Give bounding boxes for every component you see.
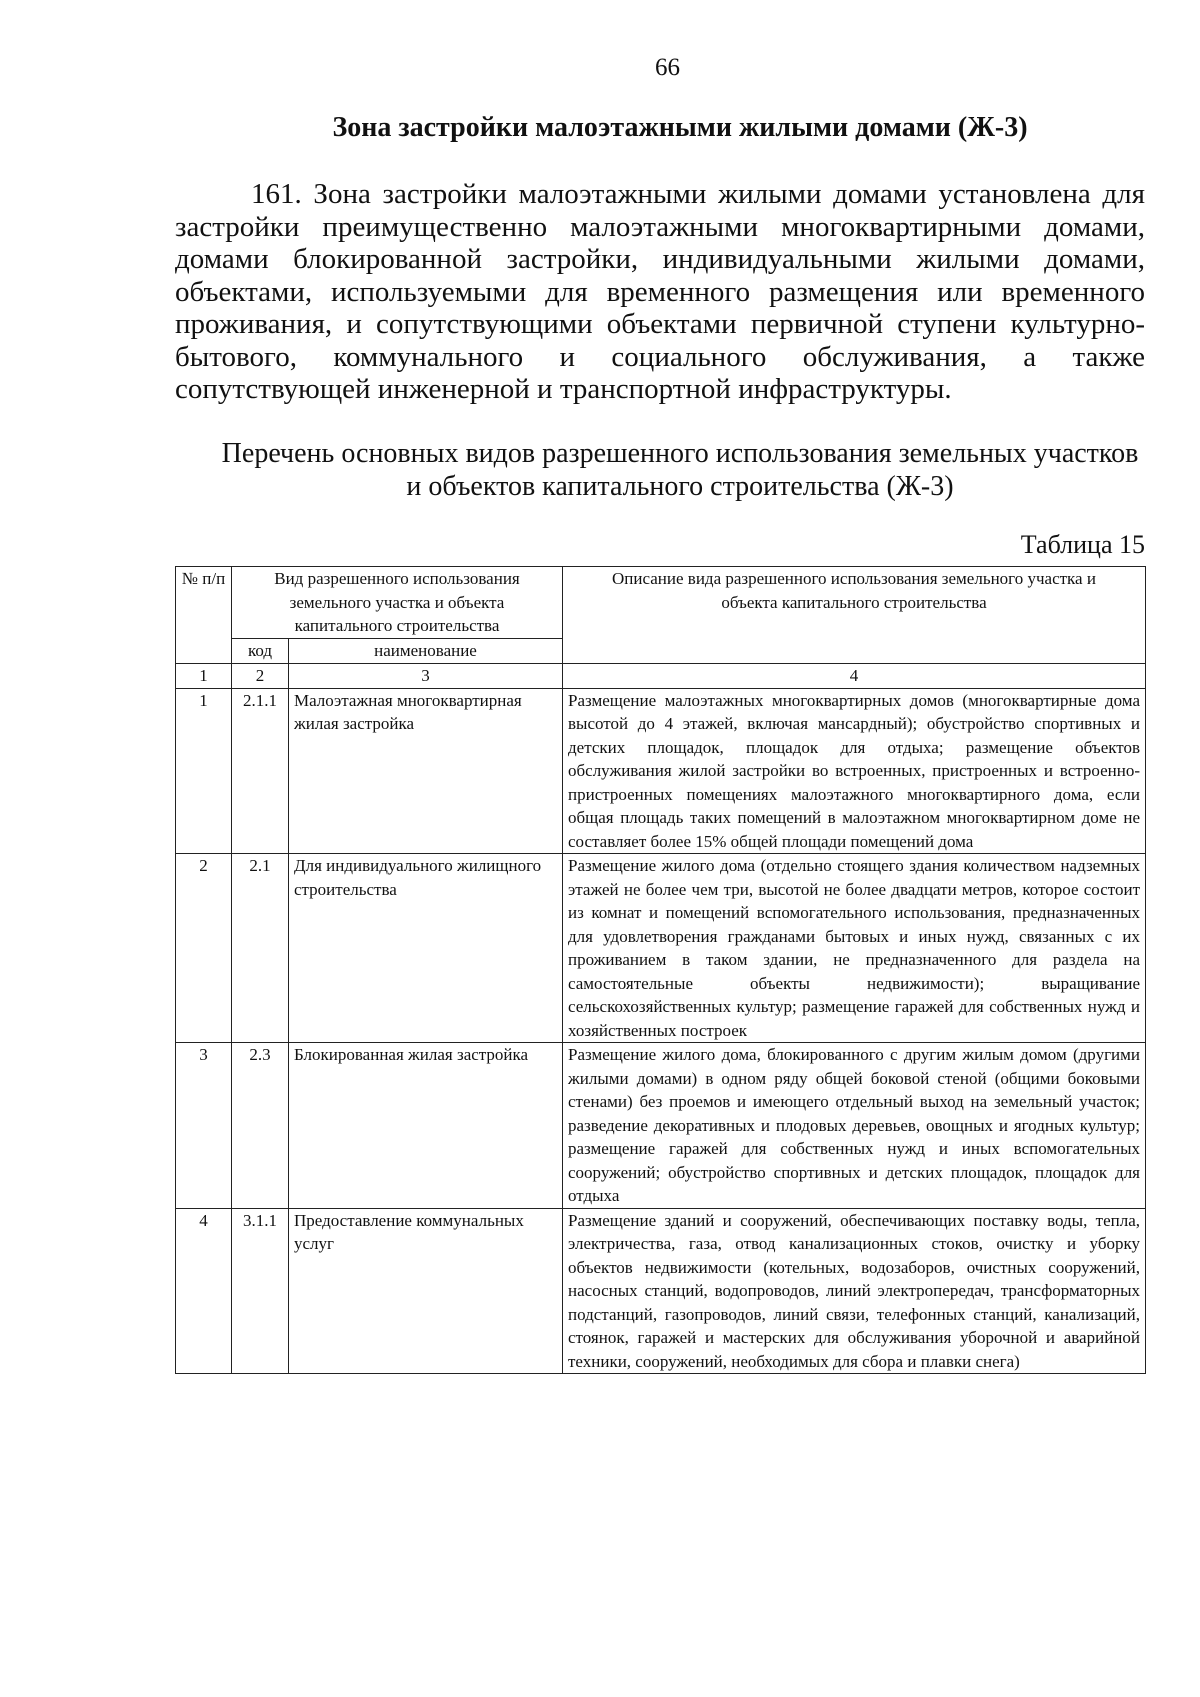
page-number: 66 [655, 54, 680, 81]
table-row [176, 688, 1146, 854]
list-title-line-2: и объектов капитального строительства (Ж-3) [406, 471, 954, 502]
row-code: 2.1 [232, 854, 289, 1043]
column-number: 4 [563, 664, 1146, 689]
row-num: 1 [176, 688, 232, 854]
header-name: наименование [289, 638, 563, 664]
row-description: Размещение жилого дома, блокированного с другим жилым домом (другими жилыми домами) в одном ряду общей боковой стеной (общими боковыми стенами) без проемов и имеющего отдельный выход на земельный участок; разведение декоративных и плодовых деревьев, овощных и ягодных культур; размещение гаражей для собственных нужд и иных вспомогательных сооружений; обустройство спортивных и детских площадок, площадок для отдыха [563, 1043, 1146, 1209]
usage-table [175, 566, 1146, 1374]
table-row [176, 1208, 1146, 1374]
column-number: 3 [289, 664, 563, 689]
row-code: 2.3 [232, 1043, 289, 1209]
column-numbers-row [176, 664, 1146, 689]
row-num: 4 [176, 1208, 232, 1374]
paragraph-161: 161. Зона застройки малоэтажными жилыми домами установлена для застройки преимущественно малоэтажными многоквартирными домами, домами блокированной застройки, индивидуальными жилыми домами, объектами, используемыми для временного размещения или временного проживания, и сопутствующими объектами первичной ступени культурно-бытового, коммунального и социального обслуживания, а также сопутствующей инженерной и транспортной инфраструктуры. [175, 178, 1145, 405]
header-code: код [232, 638, 289, 664]
row-code: 3.1.1 [232, 1208, 289, 1374]
row-num: 3 [176, 1043, 232, 1209]
row-name: Малоэтажная многоквартирная жилая застройка [289, 688, 563, 854]
list-title-line-1: Перечень основных видов разрешенного использования земельных участков [221, 438, 1139, 469]
row-description: Размещение зданий и сооружений, обеспечивающих поставку воды, тепла, электричества, газа, отвод канализационных стоков, очистку и уборку объектов недвижимости (котельных, водозаборов, очистных сооружений, насосных станций, водопроводов, линий электропередач, трансформаторных подстанций, газопроводов, линий связи, телефонных станций, канализаций, стоянок, гаражей и мастерских для обслуживания уборочной и аварийной техники, сооружений, необходимых для сбора и плавки снега) [563, 1208, 1146, 1374]
row-num: 2 [176, 854, 232, 1043]
header-row [176, 567, 1146, 639]
row-description: Размещение малоэтажных многоквартирных домов (многоквартирные дома высотой до 4 этажей, включая мансардный); обустройство спортивных и детских площадок, площадок для отдыха; размещение объектов обслуживания жилой застройки во встроенных, пристроенных и встроенно-пристроенных помещениях малоэтажного многоквартирного дома, если общая площадь таких помещений в малоэтажном многоквартирном доме не составляет более 15% общей площади помещений дома [563, 688, 1146, 854]
column-number: 1 [176, 664, 232, 689]
row-name: Предоставление коммунальных услуг [289, 1208, 563, 1374]
section-title: Зона застройки малоэтажными жилыми домами (Ж-3) [332, 112, 1028, 143]
header-usage-type: Вид разрешенного использования земельного участка и объекта капитального строительства [232, 567, 563, 639]
table-caption: Таблица 15 [1020, 530, 1145, 559]
table-row [176, 854, 1146, 1043]
header-num: № п/п [176, 567, 232, 664]
row-name: Блокированная жилая застройка [289, 1043, 563, 1209]
header-description: Описание вида разрешенного использования земельного участка и объекта капитального строительства [563, 567, 1146, 664]
row-description: Размещение жилого дома (отдельно стоящего здания количеством надземных этажей не более чем три, высотой не более двадцати метров, которое состоит из комнат и помещений вспомогательного использования, предназначенных для удовлетворения гражданами бытовых и иных нужд, связанных с их проживанием в таком здании, не предназначенного для раздела на самостоятельные объекты недвижимости); выращивание сельскохозяйственных культур; размещение гаражей для собственных нужд и хозяйственных построек [563, 854, 1146, 1043]
column-number: 2 [232, 664, 289, 689]
list-title [175, 437, 1185, 503]
table-row [176, 1043, 1146, 1209]
row-code: 2.1.1 [232, 688, 289, 854]
row-name: Для индивидуального жилищного строительства [289, 854, 563, 1043]
